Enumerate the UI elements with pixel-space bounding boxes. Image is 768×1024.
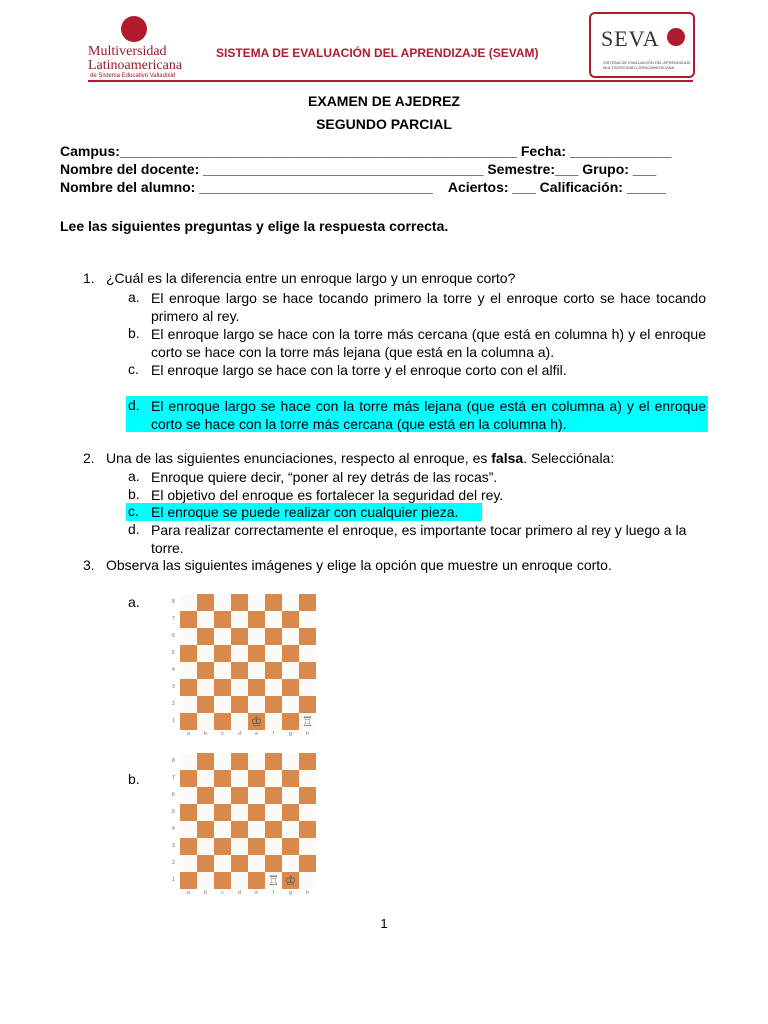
board-square-h7 (299, 770, 316, 787)
board-square-a1 (180, 713, 197, 730)
board-square-g3 (282, 679, 299, 696)
board-square-h1 (299, 713, 316, 730)
board-square-d6 (231, 787, 248, 804)
board-square-e8 (248, 594, 265, 611)
board-square-e7 (248, 611, 265, 628)
board-square-b5 (197, 804, 214, 821)
board-square-a8 (180, 594, 197, 611)
logo-line-2: Latinoamericana (88, 58, 183, 73)
board-square-g2 (282, 696, 299, 713)
question-1-option-a-letter: a. (128, 289, 140, 305)
question-1-option-b: El enroque largo se hace con la torre más cercana (que está en columna h) y el enroque corto se hace con la torre más lejana (que está en la columna a). (151, 326, 706, 360)
board-square-g3 (282, 838, 299, 855)
board-square-b8 (197, 594, 214, 611)
header-title: SISTEMA DE EVALUACIÓN DEL APRENDIZAJE (SEVAM) (216, 46, 539, 60)
board-b-file-labels (180, 890, 316, 898)
board-square-c6 (214, 787, 231, 804)
board-square-a4 (180, 821, 197, 838)
file-label: h (306, 890, 309, 896)
board-square-b7 (197, 770, 214, 787)
question-1-option-a: El enroque largo se hace tocando primero la torre y el enroque corto se hace tocando primero al rey. (151, 290, 706, 324)
board-b-rank-labels (170, 753, 180, 889)
question-1-option-d: El enroque largo se hace con la torre más lejana (que está en columna a) y el enroque corto se hace con la torre más cercana (que está en la columna h). (151, 398, 706, 432)
board-square-g5 (282, 804, 299, 821)
board-square-a7 (180, 611, 197, 628)
board-square-c1 (214, 713, 231, 730)
board-square-h8 (299, 753, 316, 770)
rank-label: 7 (172, 775, 175, 781)
board-square-e5 (248, 804, 265, 821)
board-square-d5 (231, 804, 248, 821)
board-square-d7 (231, 611, 248, 628)
board-square-d3 (231, 679, 248, 696)
board-square-d8 (231, 594, 248, 611)
board-square-h2 (299, 855, 316, 872)
file-label: c (221, 731, 224, 737)
board-square-e4 (248, 821, 265, 838)
board-square-b2 (197, 696, 214, 713)
board-square-h5 (299, 804, 316, 821)
board-square-d2 (231, 696, 248, 713)
board-square-g7 (282, 770, 299, 787)
board-square-b6 (197, 787, 214, 804)
file-label: d (238, 890, 241, 896)
board-square-e6 (248, 628, 265, 645)
teacher-field: Nombre del docente: ____________________________________ Semestre:___ Grupo: ___ (60, 161, 657, 177)
rank-label: 2 (172, 701, 175, 707)
board-square-e1 (248, 872, 265, 889)
question-2-option-d-letter: d. (128, 521, 140, 537)
board-square-a5 (180, 645, 197, 662)
question-2-option-b: El objetivo del enroque es fortalecer la seguridad del rey. (151, 487, 504, 503)
board-square-a5 (180, 804, 197, 821)
rank-label: 2 (172, 860, 175, 866)
board-square-g4 (282, 662, 299, 679)
board-square-d4 (231, 662, 248, 679)
board-square-b1 (197, 872, 214, 889)
board-square-h4 (299, 821, 316, 838)
page-number: 1 (380, 916, 388, 931)
board-square-e2 (248, 855, 265, 872)
board-square-b7 (197, 611, 214, 628)
header-divider (88, 80, 693, 82)
board-square-c7 (214, 611, 231, 628)
rook-white-icon: ♖ (301, 714, 314, 729)
board-square-f4 (265, 662, 282, 679)
board-square-h7 (299, 611, 316, 628)
board-square-d5 (231, 645, 248, 662)
board-square-h3 (299, 679, 316, 696)
chessboard-a (170, 594, 315, 740)
board-square-e6 (248, 787, 265, 804)
board-square-d4 (231, 821, 248, 838)
logo-line-3: de Sistema Educativo Valladolid (90, 73, 176, 79)
board-square-e3 (248, 679, 265, 696)
board-square-a4 (180, 662, 197, 679)
board-square-f7 (265, 770, 282, 787)
seva-logo (589, 12, 695, 78)
board-square-h4 (299, 662, 316, 679)
board-square-c1 (214, 872, 231, 889)
board-square-f8 (265, 753, 282, 770)
instructions: Lee las siguientes preguntas y elige la respuesta correcta. (60, 218, 449, 234)
board-square-e4 (248, 662, 265, 679)
board-square-f1 (265, 713, 282, 730)
rank-label: 4 (172, 826, 175, 832)
file-label: a (187, 731, 190, 737)
rank-label: 7 (172, 616, 175, 622)
board-square-b6 (197, 628, 214, 645)
chessboard-b (170, 753, 315, 899)
board-a-file-labels (180, 731, 316, 739)
file-label: e (255, 731, 258, 737)
board-square-f2 (265, 696, 282, 713)
rank-label: 4 (172, 667, 175, 673)
board-square-f1 (265, 872, 282, 889)
board-square-e3 (248, 838, 265, 855)
board-square-b4 (197, 821, 214, 838)
question-2-number: 2. (83, 450, 95, 466)
file-label: c (221, 890, 224, 896)
board-square-e7 (248, 770, 265, 787)
file-label: a (187, 890, 190, 896)
board-square-f3 (265, 679, 282, 696)
board-square-c8 (214, 594, 231, 611)
board-square-e1 (248, 713, 265, 730)
question-1-option-d-letter: d. (128, 397, 140, 413)
multiversidad-emblem-icon (121, 16, 147, 42)
board-square-c3 (214, 679, 231, 696)
board-square-c8 (214, 753, 231, 770)
board-square-a3 (180, 838, 197, 855)
seva-wordmark: SEVA (601, 26, 660, 51)
board-square-e2 (248, 696, 265, 713)
question-2-option-c: El enroque se puede realizar con cualquier pieza. (151, 504, 459, 520)
king-white-icon: ♔ (250, 714, 263, 729)
board-a-rank-labels (170, 594, 180, 730)
board-square-f2 (265, 855, 282, 872)
board-square-d2 (231, 855, 248, 872)
file-label: g (289, 731, 292, 737)
question-2-option-a-letter: a. (128, 468, 140, 484)
board-b-grid (180, 753, 316, 889)
question-2-option-b-letter: b. (128, 486, 140, 502)
rank-label: 3 (172, 684, 175, 690)
file-label: b (204, 731, 207, 737)
multiversidad-logo (88, 16, 198, 78)
question-3-number: 3. (83, 557, 95, 573)
rank-label: 3 (172, 843, 175, 849)
board-square-f8 (265, 594, 282, 611)
file-label: d (238, 731, 241, 737)
board-square-d3 (231, 838, 248, 855)
board-square-g7 (282, 611, 299, 628)
seva-subtitle: SISTEMA DE EVALUACIÓN DEL APRENDIZAJE MULTIVERSIDAD LATINOAMERICANA (603, 60, 691, 70)
board-square-a6 (180, 628, 197, 645)
board-square-a3 (180, 679, 197, 696)
exam-subtitle: SEGUNDO PARCIAL (316, 116, 452, 132)
board-square-c3 (214, 838, 231, 855)
file-label: e (255, 890, 258, 896)
board-square-f6 (265, 628, 282, 645)
file-label: h (306, 731, 309, 737)
board-square-g1 (282, 872, 299, 889)
board-square-h3 (299, 838, 316, 855)
board-square-h2 (299, 696, 316, 713)
question-1-text: ¿Cuál es la diferencia entre un enroque largo y un enroque corto? (106, 270, 516, 286)
rank-label: 1 (172, 718, 175, 724)
board-square-b1 (197, 713, 214, 730)
board-square-g6 (282, 628, 299, 645)
question-1-option-c-letter: c. (128, 361, 139, 377)
board-square-f4 (265, 821, 282, 838)
question-3-option-b-letter: b. (128, 771, 140, 787)
question-2-option-c-letter: c. (128, 503, 139, 519)
file-label: f (272, 890, 275, 896)
board-square-a6 (180, 787, 197, 804)
board-square-f5 (265, 645, 282, 662)
student-field: Nombre del alumno: ______________________________ Aciertos: ___ Calificación: _____ (60, 179, 666, 195)
seva-emblem-icon (667, 28, 685, 46)
board-square-c4 (214, 821, 231, 838)
rank-label: 5 (172, 809, 175, 815)
board-square-h8 (299, 594, 316, 611)
question-2-text: Una de las siguientes enunciaciones, respecto al enroque, es falsa. Selecciónala: (106, 450, 615, 466)
question-2-option-d: Para realizar correctamente el enroque, es importante tocar primero al rey y luego a la torre. (151, 522, 687, 556)
question-1-option-c: El enroque largo se hace con la torre y el enroque corto con el alfil. (151, 362, 567, 378)
board-square-g8 (282, 594, 299, 611)
board-square-g6 (282, 787, 299, 804)
board-square-d1 (231, 872, 248, 889)
board-square-g1 (282, 713, 299, 730)
rook-white-icon: ♖ (267, 873, 280, 888)
board-square-b5 (197, 645, 214, 662)
exam-title: EXAMEN DE AJEDREZ (308, 93, 460, 109)
board-square-b3 (197, 838, 214, 855)
board-square-f7 (265, 611, 282, 628)
board-square-g5 (282, 645, 299, 662)
rank-label: 6 (172, 633, 175, 639)
board-square-b4 (197, 662, 214, 679)
board-square-a1 (180, 872, 197, 889)
board-square-b2 (197, 855, 214, 872)
rank-label: 8 (172, 599, 175, 605)
campus-field: Campus:___________________________________________________ Fecha: _____________ (60, 143, 672, 159)
board-square-a7 (180, 770, 197, 787)
rank-label: 6 (172, 792, 175, 798)
board-square-d6 (231, 628, 248, 645)
board-square-h6 (299, 628, 316, 645)
board-square-c2 (214, 855, 231, 872)
board-square-a2 (180, 855, 197, 872)
board-square-g8 (282, 753, 299, 770)
question-3-option-a-letter: a. (128, 594, 140, 610)
board-square-a2 (180, 696, 197, 713)
logo-line-1: Multiversidad (88, 44, 167, 59)
question-1-option-b-letter: b. (128, 325, 140, 341)
file-label: g (289, 890, 292, 896)
board-square-c7 (214, 770, 231, 787)
board-square-f5 (265, 804, 282, 821)
board-square-d8 (231, 753, 248, 770)
board-square-b8 (197, 753, 214, 770)
board-square-g4 (282, 821, 299, 838)
board-square-c6 (214, 628, 231, 645)
rank-label: 1 (172, 877, 175, 883)
board-square-h1 (299, 872, 316, 889)
rank-label: 5 (172, 650, 175, 656)
board-square-c5 (214, 645, 231, 662)
file-label: f (272, 731, 275, 737)
board-a-grid (180, 594, 316, 730)
board-square-c2 (214, 696, 231, 713)
board-square-h6 (299, 787, 316, 804)
board-square-f6 (265, 787, 282, 804)
board-square-f3 (265, 838, 282, 855)
board-square-e8 (248, 753, 265, 770)
question-3-text: Observa las siguientes imágenes y elige la opción que muestre un enroque corto. (106, 557, 612, 573)
board-square-e5 (248, 645, 265, 662)
board-square-h5 (299, 645, 316, 662)
board-square-c5 (214, 804, 231, 821)
board-square-a8 (180, 753, 197, 770)
question-2-option-a: Enroque quiere decir, “poner al rey detrás de las rocas”. (151, 469, 498, 485)
board-square-d7 (231, 770, 248, 787)
board-square-b3 (197, 679, 214, 696)
king-white-icon: ♔ (284, 873, 297, 888)
file-label: b (204, 890, 207, 896)
rank-label: 8 (172, 758, 175, 764)
question-1-number: 1. (83, 270, 95, 286)
board-square-d1 (231, 713, 248, 730)
board-square-c4 (214, 662, 231, 679)
board-square-g2 (282, 855, 299, 872)
